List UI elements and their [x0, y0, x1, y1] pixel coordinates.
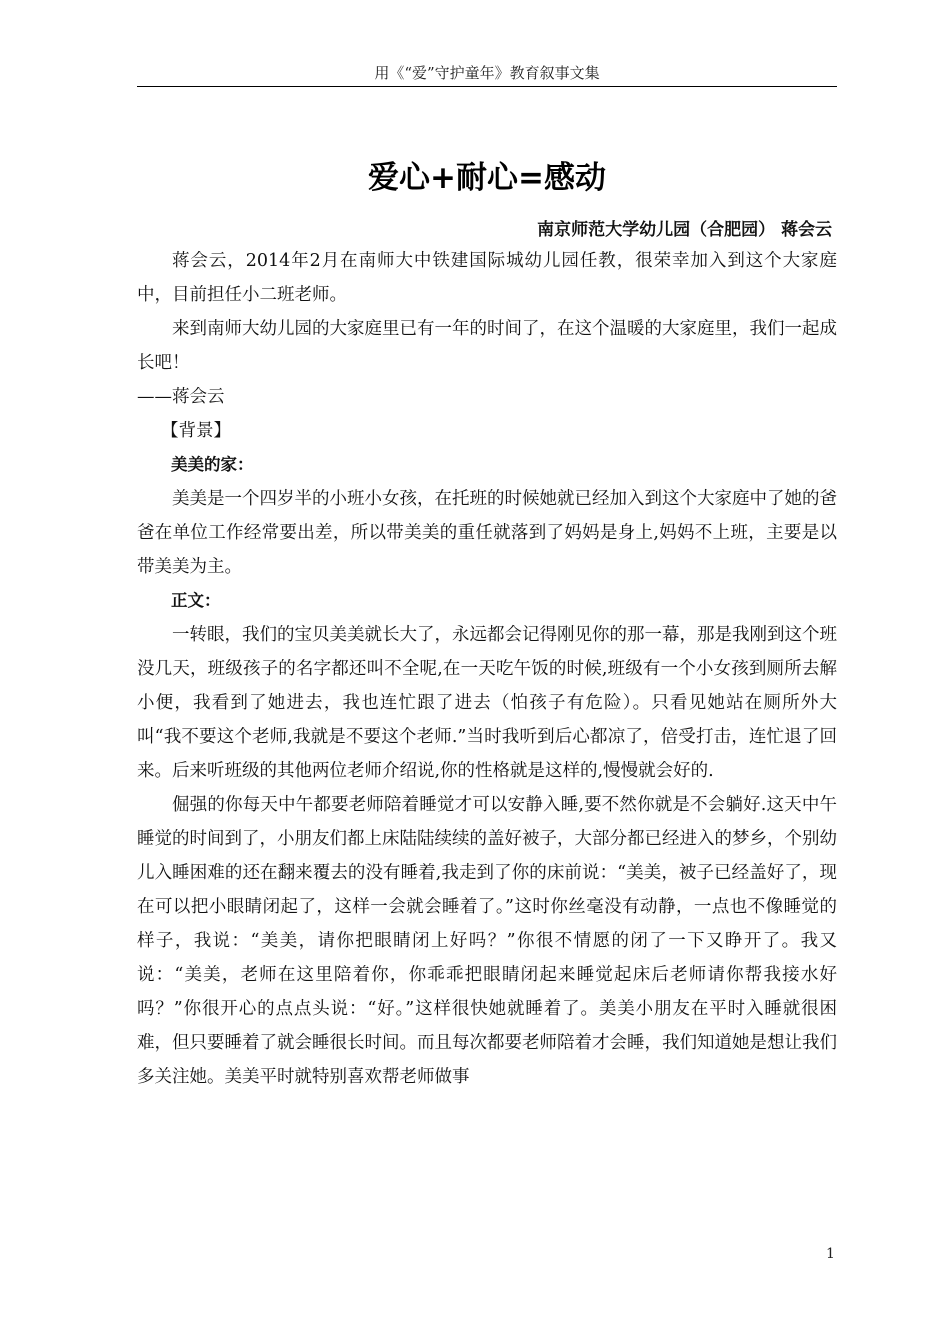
- background-paragraph: 美美是一个四岁半的小班小女孩，在托班的时候她就已经加入到这个大家庭中了她的爸爸在单位工作经常要出差，所以带美美的重任就落到了妈妈是身上,妈妈不上班，主要是以带美美为主。: [137, 489, 837, 577]
- body-label: 正文：: [171, 591, 221, 610]
- body-paragraph: 倔强的你每天中午都要老师陪着睡觉才可以安静入睡,要不然你就是不会躺好.这天中午睡觉的时间到了，小朋友们都上床陆陆续续的盖好被子，大部分都已经进入的梦乡，个别幼儿入睡困难的还在翻来覆去的没有睡着,我走到了你的床前说：“美美，被子已经盖好了，现在可以把小眼睛闭起了，这样一会就会睡着了。”这时你丝毫没有动静，一点也不像睡觉的样子，我说：“美美，请你把眼睛闭上好吗？”你很不情愿的闭了一下又睁开了。我又说：“美美，老师在这里陪着你，你乖乖把眼睛闭起来睡觉起床后老师请你帮我接水好吗？”你很开心的点点头说：“好。”这样很快她就睡着了。美美小朋友在平时入睡就很困难，但只要睡着了就会睡很长时间。而且每次都要老师陪着才会睡，我们知道她是想让我们多关注她。美美平时就特别喜欢帮老师做事: [137, 795, 837, 1087]
- article-content: [137, 244, 837, 1094]
- signature: ——蒋会云: [137, 387, 225, 407]
- page-number: 1: [826, 1246, 835, 1262]
- header-divider: [137, 86, 837, 87]
- intro-paragraph: 来到南师大幼儿园的大家庭里已有一年的时间了，在这个温暖的大家庭里，我们一起成长吧！: [137, 319, 837, 373]
- background-label: 【背景】: [161, 421, 231, 441]
- running-header: 用《“爱”守护童年》教育叙事文集: [374, 64, 600, 82]
- article-title: 爱心+耐心=感动: [368, 160, 606, 196]
- body-paragraph: 一转眼，我们的宝贝美美就长大了，永远都会记得刚见你的那一幕，那是我刚到这个班没几天，班级孩子的名字都还叫不全呢,在一天吃午饭的时候,班级有一个小女孩到厕所去解小便，我看到了她进去，我也连忙跟了进去（怕孩子有危险）。只看见她站在厕所外大叫“我不要这个老师,我就是不要这个老师.”当时我听到后心都凉了，倍受打击，连忙退了回来。后来听班级的其他两位老师介绍说,你的性格就是这样的,慢慢就会好的.: [137, 625, 837, 781]
- author-byline: 南京师范大学幼儿园（合肥园） 蒋会云: [537, 220, 832, 240]
- intro-paragraph: 蒋会云，2014年2月在南师大中铁建国际城幼儿园任教，很荣幸加入到这个大家庭中，目前担任小二班老师。: [137, 251, 837, 305]
- background-subheading: 美美的家：: [171, 455, 254, 474]
